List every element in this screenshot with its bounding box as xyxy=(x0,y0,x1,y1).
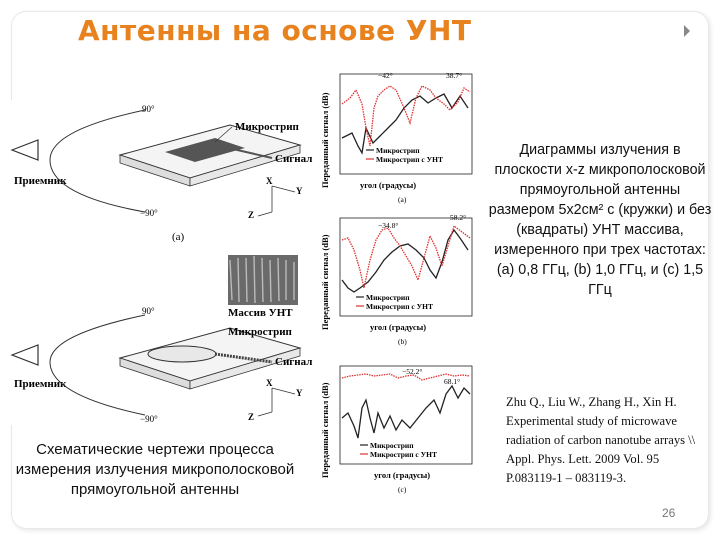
radiation-plot-a xyxy=(318,68,478,208)
legend-red-a: Микрострип с УНТ xyxy=(376,155,443,164)
series-microstrip-cnt-a xyxy=(342,86,470,146)
radiation-plot-c xyxy=(318,358,478,498)
panel-a-label: (a) xyxy=(172,231,185,243)
svg-text:(a): (a) xyxy=(398,195,407,204)
angle-bottom-label: −90° xyxy=(140,208,158,218)
svg-text:Микрострип с УНТ: Микрострип с УНТ xyxy=(366,302,433,311)
angle-top-label: 90° xyxy=(142,104,155,114)
svg-text:Микрострип с УНТ: Микрострип с УНТ xyxy=(370,450,437,459)
svg-text:Микрострип: Микрострип xyxy=(370,441,414,450)
svg-text:Y: Y xyxy=(296,388,303,398)
svg-text:угол (градусы): угол (градусы) xyxy=(370,322,427,332)
page-number: 26 xyxy=(662,506,676,520)
svg-text:Y: Y xyxy=(296,186,303,196)
svg-text:38.7°: 38.7° xyxy=(446,71,463,80)
svg-text:X: X xyxy=(266,176,273,186)
series-microstrip-c xyxy=(342,386,470,438)
svg-text:(b): (b) xyxy=(398,337,407,346)
radiation-plot-b xyxy=(318,210,478,350)
cnt-array-disk xyxy=(148,346,216,362)
svg-text:Переданный сигнал (dB): Переданный сигнал (dB) xyxy=(320,234,330,330)
svg-text:Переданный сигнал (dB): Переданный сигнал (dB) xyxy=(320,92,330,188)
svg-text:58.2°: 58.2° xyxy=(450,213,467,222)
svg-text:Микрострип: Микрострип xyxy=(366,293,410,302)
reference-citation: Zhu Q., Liu W., Zhang H., Xin H. Experimental study of microwave radiation of carbon nanotube arrays \\ Appl. Phys. Lett. 2009 Vol. 95 P.083119-1 – 083119-3. xyxy=(506,395,696,485)
receiver-arrow-icon-lower xyxy=(12,345,38,365)
svg-text:−34.8°: −34.8° xyxy=(378,221,399,230)
signal-label-upper: Сигнал xyxy=(275,153,313,165)
svg-text:X: X xyxy=(266,378,273,388)
plots-description: Диаграммы излучения в плоскости x-z микрополосковой прямоугольной антенны размером 5х2см² с (кружки) и без (квадраты) УНТ массива, измеренного при трех частотах: (а) 0,8 ГГц, (b) 1,0 ГГц, и (с) 1,5 ГГц xyxy=(488,142,712,298)
receiver-arrow-icon xyxy=(12,140,38,160)
svg-text:Сигнал: Сигнал xyxy=(275,356,313,368)
cnt-array-label: Массив УНТ xyxy=(228,307,293,319)
svg-text:Переданный сигнал (dB): Переданный сигнал (dB) xyxy=(320,382,330,478)
receiver-label: Приемник xyxy=(14,175,67,187)
series-microstrip-b xyxy=(342,230,468,292)
legend-black-a: Микрострип xyxy=(376,146,420,155)
svg-text:90°: 90° xyxy=(142,306,155,316)
svg-text:Z: Z xyxy=(248,412,255,422)
svg-text:Микрострип: Микрострип xyxy=(228,326,292,338)
svg-text:68.1°: 68.1° xyxy=(444,377,461,386)
svg-text:−52.2°: −52.2° xyxy=(402,367,423,376)
schematic-drawing xyxy=(10,100,315,425)
svg-text:Z: Z xyxy=(248,210,255,220)
receiver-label-lower: Приемник xyxy=(14,378,67,390)
svg-text:угол (градусы): угол (градусы) xyxy=(360,180,417,190)
slide-title: Антенны на основе УНТ xyxy=(78,14,472,47)
svg-text:(c): (c) xyxy=(398,485,407,494)
svg-text:−90°: −90° xyxy=(140,414,158,424)
microstrip-label-upper: Микрострип xyxy=(235,121,299,133)
svg-text:угол (градусы): угол (градусы) xyxy=(374,470,431,480)
schematic-caption: Схематические чертежи процесса измерения излучения микрополосковой прямоугольной антенны xyxy=(15,441,295,498)
svg-text:−42°: −42° xyxy=(378,71,393,80)
measurement-schematic xyxy=(10,100,315,425)
next-slide-icon[interactable] xyxy=(684,25,690,37)
